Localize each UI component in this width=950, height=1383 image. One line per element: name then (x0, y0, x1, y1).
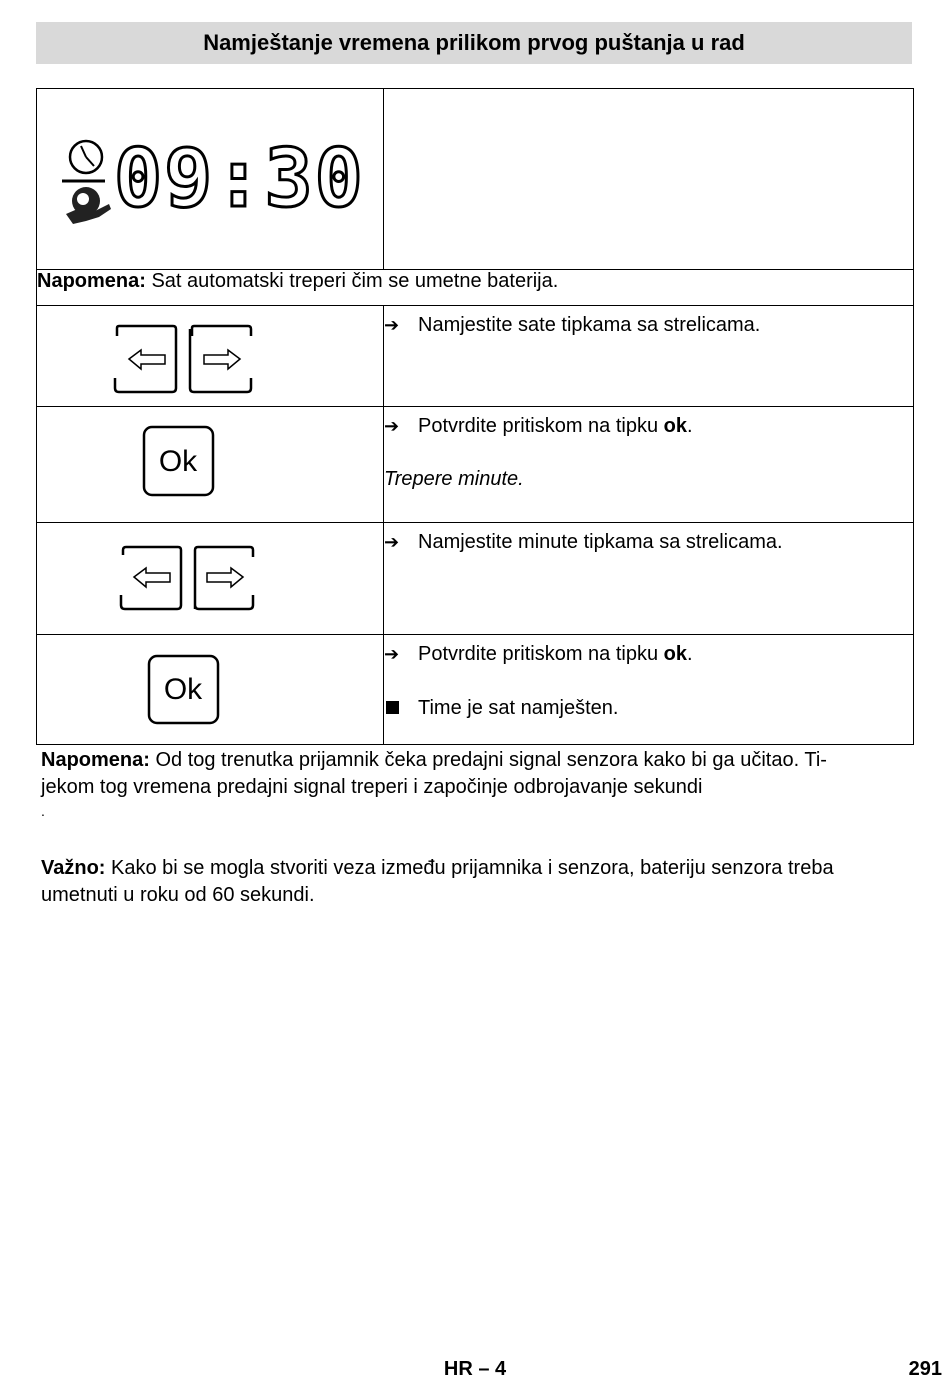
section-title: Namještanje vremena prilikom prvog puštanja u rad (203, 30, 745, 55)
clock-display-illustration (37, 89, 383, 264)
step-text-cell (384, 523, 914, 635)
step-text-cell (384, 635, 914, 745)
ok-button-illustration (37, 407, 383, 517)
arrow-bullet-icon: ➔ (384, 416, 400, 436)
step-text-cell (384, 306, 914, 407)
instruction-table (36, 88, 914, 745)
instruction-text: Namjestite sate tipkama sa strelicama. (418, 314, 761, 336)
square-bullet-icon (386, 701, 399, 714)
step-text-cell (384, 407, 914, 523)
step-result (384, 696, 913, 720)
note-receiver: Napomena: Od tog trenutka prijamnik čeka predajni signal senzora kako bi ga učitao. Ti- jekom tog vremena predajni signal treperi i započinje odbrojavanje sekundi . (41, 749, 827, 819)
clock-icon (62, 141, 105, 181)
result-text: Time je sat namješten. (418, 697, 619, 719)
display-description-cell (384, 89, 914, 270)
arrow-bullet-icon: ➔ (384, 644, 400, 664)
arrow-right-icon (204, 350, 240, 369)
step-row (37, 635, 914, 745)
instruction-key: ok (663, 643, 687, 665)
ok-button-illustration (37, 635, 383, 739)
display-cell (37, 89, 384, 270)
step-image-cell (37, 306, 384, 407)
left-arrow-button (115, 326, 176, 392)
note-row (37, 270, 914, 306)
right-arrow-button (195, 547, 253, 609)
step-row (37, 306, 914, 407)
footer-section-label: HR – 4 (443, 1358, 507, 1380)
note-text: Sat automatski treperi čim se umetne baterija. (145, 270, 559, 292)
step-image-cell (37, 523, 384, 635)
step-instruction: ➔ Potvrdite pritiskom na tipku ok. (384, 643, 693, 665)
left-arrow-button (121, 547, 181, 609)
arrow-buttons-illustration (37, 306, 383, 401)
watering-can-icon (66, 187, 111, 224)
arrow-right-icon (207, 568, 243, 587)
important-label: Važno: (41, 857, 106, 879)
right-arrow-button (190, 326, 251, 392)
note-label: Napomena: (41, 749, 150, 771)
step-instruction: ➔ Potvrdite pritiskom na tipku ok. (384, 415, 693, 437)
step-instruction (384, 313, 913, 337)
step-instruction (384, 530, 913, 554)
step-image-cell (37, 407, 384, 523)
page-number: 291 (908, 1358, 942, 1380)
important-note: Važno: Kako bi se mogla stvoriti veza između prijamnika i senzora, bateriju senzora treba umetnuti u roku od 60 sekundi. (41, 857, 834, 906)
note-label: Napomena: (37, 270, 146, 292)
instruction-text: Potvrdite pritiskom na tipku (418, 415, 664, 437)
time-readout: 09:30 (114, 132, 365, 225)
instruction-text: Potvrdite pritiskom na tipku (418, 643, 664, 665)
section-title-bar (36, 22, 912, 64)
instruction-key: ok (663, 415, 687, 437)
arrow-left-icon (129, 350, 165, 369)
step-row (37, 407, 914, 523)
note-battery (37, 270, 914, 306)
ok-button-label: Ok (163, 673, 203, 706)
arrow-buttons-illustration (37, 523, 383, 629)
arrow-bullet-icon: ➔ (384, 532, 400, 552)
instruction-text: Namjestite minute tipkama sa strelicama. (418, 531, 783, 553)
step-image-cell (37, 635, 384, 745)
ok-button-label: Ok (158, 445, 198, 478)
arrow-left-icon (134, 568, 170, 587)
display-row (37, 89, 914, 270)
step-row (37, 523, 914, 635)
arrow-bullet-icon: ➔ (384, 315, 400, 335)
step-result: Trepere minute. (384, 468, 524, 490)
